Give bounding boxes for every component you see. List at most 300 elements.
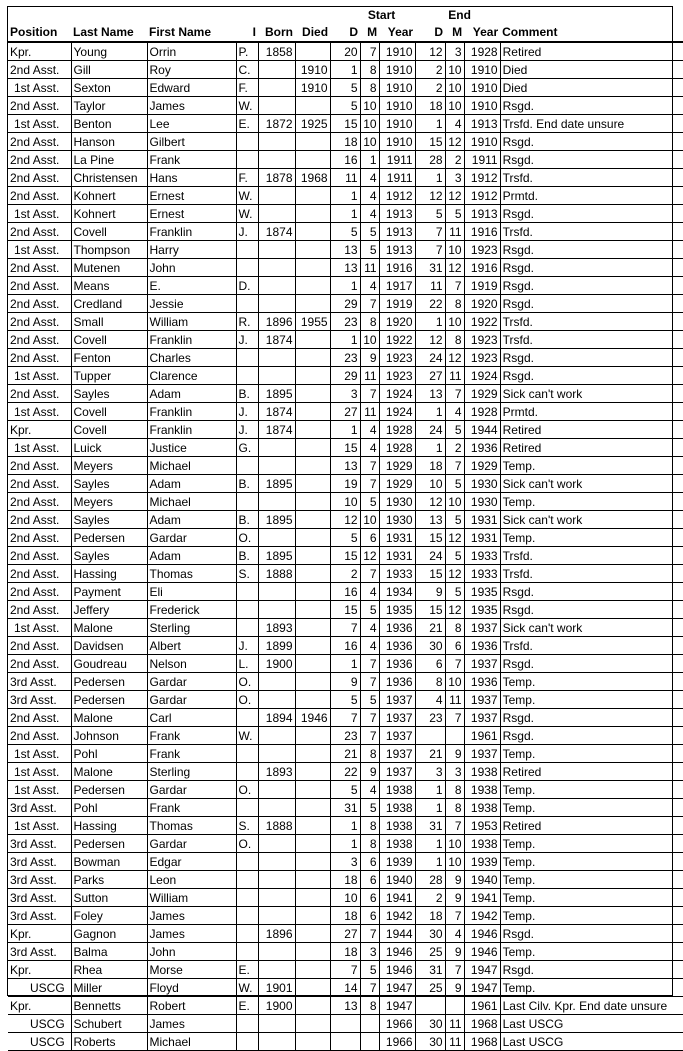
cell-end-month: 10: [445, 493, 464, 511]
cell-end-month: 7: [445, 817, 464, 835]
cell-initial: [236, 799, 258, 817]
cell-end-year: 1913: [464, 115, 500, 133]
cell-end-year: 1935: [464, 583, 500, 601]
cell-comment: Last USCG: [500, 1033, 683, 1051]
cell-died: [295, 979, 330, 997]
cell-last-name: Covell: [71, 403, 147, 421]
cell-start-day: 5: [330, 223, 360, 241]
cell-start-month: 5: [360, 241, 379, 259]
cell-start-year: 1942: [379, 907, 415, 925]
cell-end-month: 6: [445, 637, 464, 655]
cell-end-month: 12: [445, 133, 464, 151]
cell-died: [295, 637, 330, 655]
cell-end-year: 1930: [464, 493, 500, 511]
cell-first-name: James: [147, 907, 236, 925]
cell-end-month: 2: [445, 151, 464, 169]
table-row: [8, 997, 683, 1015]
cell-died: [295, 817, 330, 835]
cell-last-name: Hassing: [71, 817, 147, 835]
cell-last-name: Hanson: [71, 133, 147, 151]
cell-end-month: 10: [445, 835, 464, 853]
cell-start-year: 1931: [379, 529, 415, 547]
table-row: [8, 727, 683, 745]
cell-position: 2nd Asst.: [8, 277, 71, 295]
cell-start-year: 1938: [379, 835, 415, 853]
cell-comment: Temp.: [500, 979, 683, 997]
cell-end-year: 1936: [464, 637, 500, 655]
cell-start-day: 1: [330, 61, 360, 79]
table-row: [8, 241, 683, 259]
cell-comment: Sick can't work: [500, 385, 683, 403]
cell-born: [258, 79, 295, 97]
cell-end-month: 9: [445, 943, 464, 961]
cell-start-day: 11: [330, 169, 360, 187]
cell-start-day: 1: [330, 277, 360, 295]
cell-start-month: 11: [360, 403, 379, 421]
cell-last-name: Sayles: [71, 547, 147, 565]
cell-first-name: Gardar: [147, 691, 236, 709]
cell-died: 1955: [295, 313, 330, 331]
cell-end-month: 8: [445, 331, 464, 349]
cell-end-day: 2: [415, 79, 445, 97]
cell-comment: Temp.: [500, 799, 683, 817]
cell-start-year: 1912: [379, 187, 415, 205]
cell-last-name: Goudreau: [71, 655, 147, 673]
table-row: [8, 907, 683, 925]
cell-end-month: 10: [445, 313, 464, 331]
cell-died: [295, 799, 330, 817]
table-row: [8, 295, 683, 313]
cell-first-name: Frederick: [147, 601, 236, 619]
cell-end-year: 1916: [464, 223, 500, 241]
cell-start-year: 1937: [379, 691, 415, 709]
cell-end-month: 5: [445, 475, 464, 493]
cell-last-name: Roberts: [71, 1033, 147, 1051]
cell-born: [258, 673, 295, 691]
cell-initial: [236, 349, 258, 367]
cell-died: [295, 42, 330, 61]
cell-died: [295, 205, 330, 223]
cell-died: [295, 241, 330, 259]
cell-start-year: 1910: [379, 79, 415, 97]
cell-start-day: 15: [330, 601, 360, 619]
cell-start-year: 1937: [379, 727, 415, 745]
cell-born: [258, 295, 295, 313]
cell-start-month: 5: [360, 799, 379, 817]
cell-start-day: 13: [330, 997, 360, 1015]
cell-start-year: 1929: [379, 457, 415, 475]
cell-first-name: Lee: [147, 115, 236, 133]
cell-end-day: 1: [415, 439, 445, 457]
table-row: [8, 115, 683, 133]
cell-start-day: 18: [330, 907, 360, 925]
cell-initial: [236, 493, 258, 511]
cell-end-day: 6: [415, 655, 445, 673]
cell-end-month: 10: [445, 97, 464, 115]
table-row: [8, 439, 683, 457]
cell-end-day: 13: [415, 385, 445, 403]
cell-start-day: 22: [330, 763, 360, 781]
cell-end-day: 15: [415, 133, 445, 151]
cell-born: [258, 727, 295, 745]
cell-first-name: Ernest: [147, 205, 236, 223]
cell-last-name: Malone: [71, 763, 147, 781]
cell-start-year: 1936: [379, 619, 415, 637]
cell-first-name: Frank: [147, 151, 236, 169]
cell-last-name: Christensen: [71, 169, 147, 187]
cell-end-day: 8: [415, 673, 445, 691]
cell-position: 3rd Asst.: [8, 943, 71, 961]
table-row: [8, 655, 683, 673]
table-row: [8, 1033, 683, 1051]
cell-end-day: 15: [415, 529, 445, 547]
cell-comment: Rsgd.: [500, 961, 683, 979]
cell-start-month: 7: [360, 925, 379, 943]
table-row: [8, 799, 683, 817]
cell-last-name: Benton: [71, 115, 147, 133]
cell-start-year: 1937: [379, 763, 415, 781]
cell-end-year: 1919: [464, 277, 500, 295]
cell-died: [295, 763, 330, 781]
table-row: [8, 42, 683, 61]
cell-born: [258, 1015, 295, 1033]
cell-born: 1901: [258, 979, 295, 997]
cell-first-name: Charles: [147, 349, 236, 367]
cell-born: [258, 835, 295, 853]
cell-position: Kpr.: [8, 42, 71, 61]
cell-born: [258, 133, 295, 151]
cell-start-month: 8: [360, 745, 379, 763]
col-header-start-month: M: [360, 23, 379, 42]
cell-start-year: 1910: [379, 61, 415, 79]
cell-position: 1st Asst.: [8, 745, 71, 763]
cell-start-year: 1910: [379, 115, 415, 133]
cell-first-name: Frank: [147, 745, 236, 763]
cell-position: 1st Asst.: [8, 763, 71, 781]
cell-died: [295, 349, 330, 367]
cell-start-year: 1944: [379, 925, 415, 943]
cell-last-name: Davidsen: [71, 637, 147, 655]
cell-end-year: 1942: [464, 907, 500, 925]
cell-end-year: 1912: [464, 187, 500, 205]
cell-last-name: Sutton: [71, 889, 147, 907]
cell-first-name: Jessie: [147, 295, 236, 313]
cell-last-name: Luick: [71, 439, 147, 457]
cell-born: [258, 781, 295, 799]
cell-end-month: 10: [445, 61, 464, 79]
cell-born: 1874: [258, 403, 295, 421]
cell-first-name: William: [147, 889, 236, 907]
cell-position: 3rd Asst.: [8, 673, 71, 691]
cell-start-month: 8: [360, 313, 379, 331]
cell-first-name: Franklin: [147, 403, 236, 421]
cell-first-name: Gardar: [147, 835, 236, 853]
cell-end-month: 10: [445, 79, 464, 97]
cell-start-year: 1913: [379, 241, 415, 259]
cell-initial: [236, 709, 258, 727]
table-row: [8, 151, 683, 169]
table-row: [8, 943, 683, 961]
cell-start-year: 1934: [379, 583, 415, 601]
cell-start-year: 1923: [379, 367, 415, 385]
table-row: [8, 691, 683, 709]
cell-position: 2nd Asst.: [8, 187, 71, 205]
cell-comment: Trsfd. End date unsure: [500, 115, 683, 133]
cell-comment: Rsgd.: [500, 205, 683, 223]
cell-position: 3rd Asst.: [8, 835, 71, 853]
cell-end-month: 9: [445, 979, 464, 997]
cell-last-name: Jeffery: [71, 601, 147, 619]
keeper-roster-table: [8, 7, 683, 1051]
cell-end-year: 1937: [464, 745, 500, 763]
cell-died: [295, 1015, 330, 1033]
cell-last-name: Balma: [71, 943, 147, 961]
cell-end-year: 1931: [464, 511, 500, 529]
cell-end-day: 7: [415, 241, 445, 259]
cell-last-name: Parks: [71, 871, 147, 889]
cell-died: 1968: [295, 169, 330, 187]
cell-start-day: 7: [330, 961, 360, 979]
cell-position: 3rd Asst.: [8, 907, 71, 925]
cell-first-name: Harry: [147, 241, 236, 259]
cell-last-name: Johnson: [71, 727, 147, 745]
cell-died: [295, 331, 330, 349]
cell-end-day: 1: [415, 313, 445, 331]
cell-start-day: 2: [330, 565, 360, 583]
cell-end-year: 1947: [464, 979, 500, 997]
cell-position: 2nd Asst.: [8, 61, 71, 79]
cell-born: 1874: [258, 421, 295, 439]
cell-start-day: 16: [330, 151, 360, 169]
cell-end-day: 18: [415, 457, 445, 475]
cell-died: [295, 133, 330, 151]
cell-born: 1894: [258, 709, 295, 727]
cell-died: [295, 259, 330, 277]
cell-died: [295, 853, 330, 871]
cell-comment: Sick can't work: [500, 511, 683, 529]
cell-start-month: 6: [360, 889, 379, 907]
cell-comment: Temp.: [500, 745, 683, 763]
table-row: [8, 313, 683, 331]
cell-start-year: 1947: [379, 997, 415, 1015]
cell-initial: [236, 583, 258, 601]
cell-last-name: Pedersen: [71, 781, 147, 799]
cell-initial: [236, 871, 258, 889]
table-row: [8, 349, 683, 367]
table-row: [8, 493, 683, 511]
cell-start-year: 1928: [379, 439, 415, 457]
cell-comment: Trsfd.: [500, 565, 683, 583]
cell-end-year: 1933: [464, 565, 500, 583]
cell-last-name: Pohl: [71, 745, 147, 763]
cell-initial: [236, 907, 258, 925]
cell-end-month: 9: [445, 745, 464, 763]
cell-first-name: Thomas: [147, 565, 236, 583]
cell-first-name: Hans: [147, 169, 236, 187]
cell-died: [295, 601, 330, 619]
cell-start-month: 7: [360, 565, 379, 583]
cell-comment: Temp.: [500, 907, 683, 925]
cell-end-year: 1931: [464, 529, 500, 547]
cell-first-name: Morse: [147, 961, 236, 979]
cell-initial: O.: [236, 781, 258, 799]
cell-first-name: Michael: [147, 493, 236, 511]
cell-start-month: 4: [360, 421, 379, 439]
cell-start-day: 3: [330, 853, 360, 871]
cell-start-year: 1919: [379, 295, 415, 313]
cell-initial: O.: [236, 691, 258, 709]
col-header-position: Position: [8, 23, 71, 42]
cell-end-month: 7: [445, 907, 464, 925]
cell-end-year: 1953: [464, 817, 500, 835]
cell-last-name: Mutenen: [71, 259, 147, 277]
cell-last-name: Kohnert: [71, 187, 147, 205]
end-group-label: End: [448, 8, 471, 22]
cell-comment: Rsgd.: [500, 349, 683, 367]
cell-born: [258, 1033, 295, 1051]
cell-last-name: Fenton: [71, 349, 147, 367]
cell-initial: [236, 853, 258, 871]
cell-initial: [236, 259, 258, 277]
table-row: [8, 835, 683, 853]
cell-start-month: 6: [360, 871, 379, 889]
cell-end-month: 10: [445, 853, 464, 871]
col-header-first-name: First Name: [147, 23, 236, 42]
col-header-initial: I: [236, 23, 258, 42]
cell-end-day: 30: [415, 1033, 445, 1051]
cell-comment: Rsgd.: [500, 925, 683, 943]
cell-start-month: 7: [360, 475, 379, 493]
cell-first-name: E.: [147, 277, 236, 295]
cell-end-month: 5: [445, 547, 464, 565]
cell-born: 1893: [258, 619, 295, 637]
table-row: [8, 529, 683, 547]
cell-initial: [236, 943, 258, 961]
cell-end-day: 28: [415, 151, 445, 169]
cell-last-name: Covell: [71, 331, 147, 349]
cell-end-day: 18: [415, 907, 445, 925]
cell-born: [258, 457, 295, 475]
cell-comment: Rsgd.: [500, 277, 683, 295]
cell-comment: Last USCG: [500, 1015, 683, 1033]
cell-start-month: 7: [360, 655, 379, 673]
cell-born: [258, 691, 295, 709]
cell-died: [295, 727, 330, 745]
cell-start-day: 16: [330, 583, 360, 601]
cell-start-year: 1939: [379, 853, 415, 871]
cell-end-year: 1923: [464, 331, 500, 349]
cell-start-day: 13: [330, 457, 360, 475]
cell-position: 2nd Asst.: [8, 385, 71, 403]
cell-end-month: 12: [445, 259, 464, 277]
table-row: [8, 961, 683, 979]
header-row: [8, 23, 683, 42]
cell-comment: Rsgd.: [500, 655, 683, 673]
cell-initial: [236, 151, 258, 169]
table-row: [8, 781, 683, 799]
cell-first-name: Justice: [147, 439, 236, 457]
cell-end-day: 30: [415, 637, 445, 655]
cell-start-year: 1940: [379, 871, 415, 889]
cell-start-year: 1938: [379, 817, 415, 835]
cell-died: [295, 745, 330, 763]
cell-initial: B.: [236, 511, 258, 529]
cell-initial: W.: [236, 727, 258, 745]
cell-last-name: Malone: [71, 619, 147, 637]
table-row: [8, 925, 683, 943]
cell-end-month: 9: [445, 871, 464, 889]
cell-start-day: 7: [330, 619, 360, 637]
cell-end-year: 1910: [464, 79, 500, 97]
cell-first-name: Nelson: [147, 655, 236, 673]
table-row: [8, 421, 683, 439]
cell-last-name: Schubert: [71, 1015, 147, 1033]
cell-start-year: 1937: [379, 709, 415, 727]
cell-start-month: 12: [360, 547, 379, 565]
table-row: [8, 79, 683, 97]
cell-died: [295, 907, 330, 925]
cell-position: 2nd Asst.: [8, 727, 71, 745]
cell-start-day: 10: [330, 889, 360, 907]
cell-born: [258, 367, 295, 385]
cell-position: 3rd Asst.: [8, 889, 71, 907]
cell-comment: Temp.: [500, 529, 683, 547]
cell-end-month: 11: [445, 223, 464, 241]
table-row: [8, 637, 683, 655]
cell-start-month: 5: [360, 493, 379, 511]
cell-end-day: 2: [415, 889, 445, 907]
cell-start-year: 1924: [379, 385, 415, 403]
cell-end-day: 23: [415, 709, 445, 727]
cell-comment: Died: [500, 79, 683, 97]
cell-comment: Retired: [500, 42, 683, 61]
cell-start-day: 18: [330, 871, 360, 889]
cell-end-year: 1923: [464, 349, 500, 367]
cell-position: 2nd Asst.: [8, 259, 71, 277]
cell-start-month: 10: [360, 511, 379, 529]
cell-first-name: Gardar: [147, 529, 236, 547]
cell-end-month: 11: [445, 1015, 464, 1033]
cell-end-year: 1910: [464, 61, 500, 79]
cell-end-month: 2: [445, 439, 464, 457]
cell-born: [258, 583, 295, 601]
cell-position: 1st Asst.: [8, 115, 71, 133]
cell-position: 1st Asst.: [8, 79, 71, 97]
cell-position: 2nd Asst.: [8, 457, 71, 475]
cell-end-month: 7: [445, 277, 464, 295]
cell-died: [295, 295, 330, 313]
cell-born: [258, 889, 295, 907]
cell-end-month: 8: [445, 619, 464, 637]
cell-first-name: James: [147, 925, 236, 943]
cell-end-year: 1933: [464, 547, 500, 565]
cell-end-year: 1937: [464, 709, 500, 727]
table-row: [8, 331, 683, 349]
col-header-last-name: Last Name: [71, 23, 147, 42]
cell-end-year: 1961: [464, 997, 500, 1015]
cell-last-name: Bennetts: [71, 997, 147, 1015]
cell-comment: Temp.: [500, 457, 683, 475]
cell-initial: J.: [236, 223, 258, 241]
cell-start-year: 1941: [379, 889, 415, 907]
cell-first-name: Franklin: [147, 331, 236, 349]
cell-position: 2nd Asst.: [8, 295, 71, 313]
cell-start-day: 20: [330, 42, 360, 61]
cell-last-name: Rhea: [71, 961, 147, 979]
cell-initial: B.: [236, 385, 258, 403]
cell-position: 2nd Asst.: [8, 529, 71, 547]
cell-born: [258, 439, 295, 457]
